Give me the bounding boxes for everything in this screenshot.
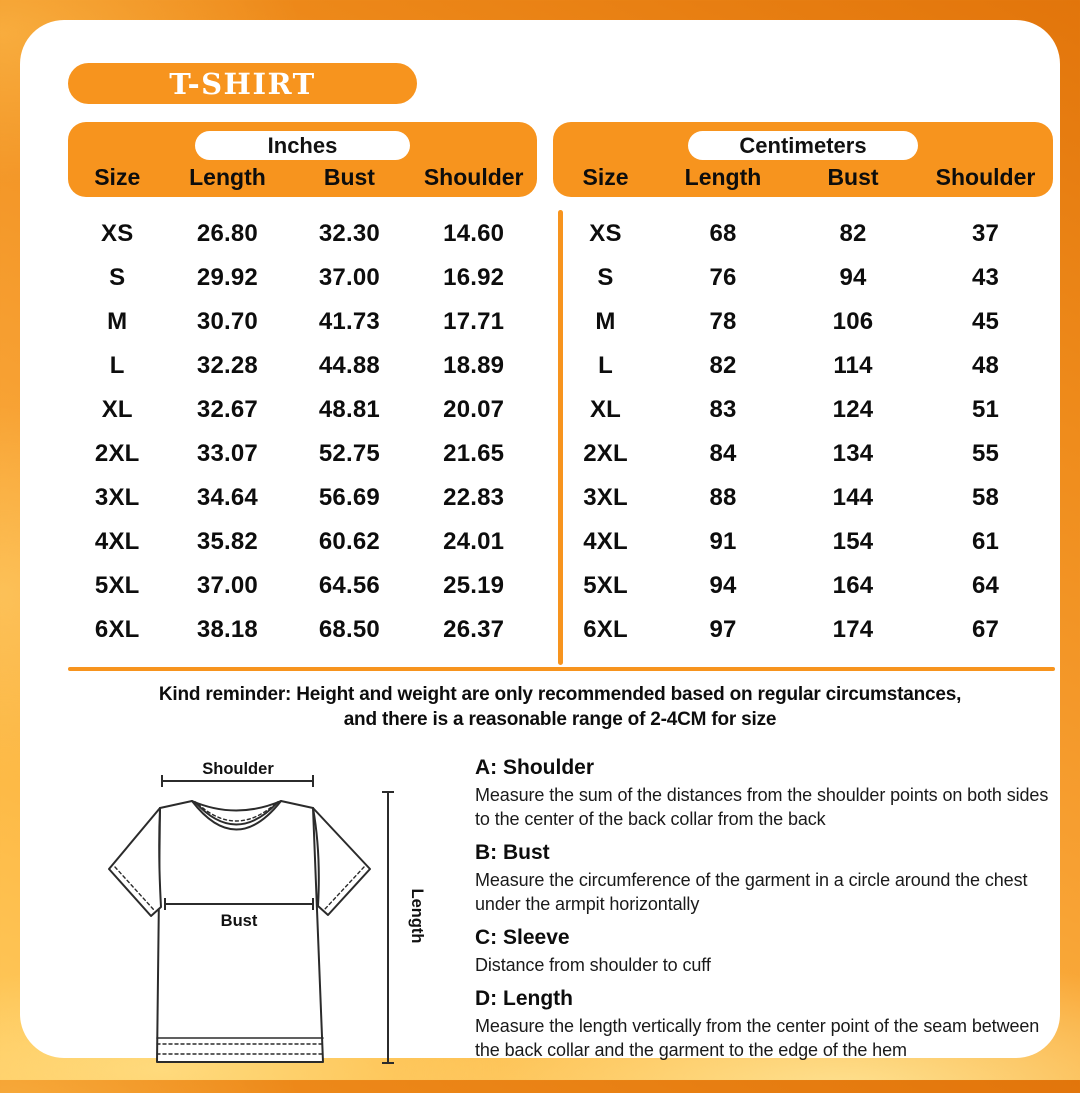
table-cell: 68.50 [318,616,380,643]
table-cell: 67 [971,616,1000,643]
centimeters-unit-label: Centimeters [739,132,867,158]
size-chart-card [20,20,1060,1058]
table-cell: 5XL [583,572,628,599]
table-cell: 76 [709,264,737,291]
table-cell: 64 [971,572,1000,599]
table-cell: 37.00 [196,572,258,599]
table-cell: 3XL [583,484,628,511]
title-pill [68,63,417,104]
column-header-shoulder: Shoulder [935,163,1036,190]
centimeters-unit-pill [688,131,918,160]
table-cell: 6XL [94,616,140,643]
table-cell: L [109,352,125,379]
table-row [68,608,537,652]
table-cell: 20.07 [443,396,505,423]
table-row [553,388,1053,432]
table-cell: 6XL [583,616,628,643]
horizontal-divider [68,667,1055,671]
length-measure-line [382,792,394,1063]
table-cell: 64.56 [318,572,380,599]
table-cell: 48 [971,352,1000,379]
table-cell: 34.64 [196,484,258,511]
bust-diagram-label: Bust [220,912,258,930]
reminder-line-1: Kind reminder: Height and weight are only recommended based on regular circumstances, [158,684,962,705]
tshirt-illustration [90,748,460,1088]
table-cell: 97 [709,616,737,643]
inches-column-headers [68,160,537,194]
table-cell: 26.80 [196,220,258,247]
column-header-length: Length [189,163,266,190]
table-row [553,564,1053,608]
table-cell: 83 [709,396,737,423]
guide-item-shoulder [475,756,1050,831]
table-cell: 88 [709,484,737,511]
column-header-size: Size [94,163,141,190]
column-header-bust: Bust [827,163,879,190]
guide-item-length [475,987,1050,1062]
tshirt-diagram [90,748,460,1093]
table-cell: 17.71 [443,308,505,335]
table-cell: 106 [832,308,874,335]
table-cell: 144 [832,484,874,511]
table-cell: 41.73 [318,308,380,335]
table-cell: 18.89 [443,352,505,379]
table-cell: 51 [971,396,1000,423]
table-cell: 124 [832,396,874,423]
table-cell: 43 [971,264,1000,291]
inches-unit-pill [195,131,411,160]
table-cell: S [109,264,126,291]
table-cell: 174 [832,616,874,643]
column-header-shoulder: Shoulder [423,163,524,190]
table-row [553,608,1053,652]
table-cell: 25.19 [443,572,505,599]
table-row [68,256,537,300]
table-cell: 32.28 [196,352,258,379]
table-row [553,300,1053,344]
table-cell: 5XL [94,572,140,599]
table-cell: XS [589,220,622,247]
table-cell: 134 [832,440,874,467]
table-cell: 48.81 [318,396,380,423]
inches-table-body [68,212,537,652]
table-cell: 37 [971,220,1000,247]
table-row [553,344,1053,388]
table-cell: 55 [971,440,1000,467]
table-row [68,432,537,476]
measurement-guide [475,756,1050,1062]
table-cell: 45 [971,308,1000,335]
table-cell: 3XL [94,484,140,511]
page-title: T-SHIRT [169,66,316,101]
inches-unit-label: Inches [267,132,338,158]
table-cell: L [598,352,613,379]
table-cell: 32.30 [318,220,380,247]
table-cell: 52.75 [318,440,380,467]
centimeters-column-headers [553,160,1053,194]
table-cell: 61 [971,528,1000,555]
length-diagram-label: Length [408,888,426,944]
guide-item-bust [475,841,1050,916]
guide-item-sleeve [475,926,1050,977]
table-cell: 2XL [583,440,628,467]
table-cell: 14.60 [443,220,505,247]
inches-table-header [68,122,537,197]
table-cell: 44.88 [318,352,380,379]
reminder-line-2: and there is a reasonable range of 2-4CM for size [343,709,777,730]
table-cell: S [597,264,614,291]
table-row [553,476,1053,520]
table-cell: 84 [709,440,737,467]
table-cell: 24.01 [443,528,505,555]
column-header-length: Length [684,163,762,190]
guide-heading: D: Length [475,987,573,1010]
guide-text: Distance from shoulder to cuff [475,955,711,975]
table-cell: 16.92 [443,264,505,291]
table-cell: 37.00 [318,264,380,291]
column-header-bust: Bust [323,163,375,190]
table-cell: 68 [709,220,737,247]
table-row [68,520,537,564]
table-cell: M [107,308,128,335]
table-cell: 164 [832,572,874,599]
table-row [68,212,537,256]
table-cell: 154 [832,528,874,555]
table-cell: 56.69 [318,484,380,511]
guide-heading: C: Sleeve [475,926,570,949]
table-cell: XS [101,220,134,247]
table-cell: 94 [839,264,867,291]
guide-heading: A: Shoulder [475,756,594,779]
centimeters-table [553,122,1053,652]
guide-text: Measure the sum of the distances from the shoulder points on both sides to the center of the back collar from the back [475,785,1049,829]
inches-table [68,122,537,652]
table-cell: 91 [709,528,737,555]
guide-text: Measure the circumference of the garment in a circle around the chest under the armpit horizontally [475,870,1028,914]
guide-text: Measure the length vertically from the center point of the seam between the back collar and the garment to the edge of the hem [475,1016,1040,1060]
centimeters-table-body [553,212,1053,652]
table-cell: 114 [833,352,873,379]
table-row [68,476,537,520]
table-row [68,388,537,432]
table-cell: XL [101,396,133,423]
table-cell: 30.70 [196,308,258,335]
table-cell: 82 [709,352,737,379]
table-cell: 38.18 [196,616,258,643]
shoulder-diagram-label: Shoulder [202,760,274,778]
table-cell: 2XL [94,440,140,467]
table-row [68,344,537,388]
table-cell: M [595,308,616,335]
table-cell: 60.62 [318,528,380,555]
table-row [68,564,537,608]
table-cell: 29.92 [196,264,258,291]
table-cell: 26.37 [443,616,505,643]
table-cell: 22.83 [443,484,505,511]
column-header-size: Size [582,163,629,190]
table-cell: XL [589,396,622,423]
table-cell: 82 [839,220,867,247]
guide-heading: B: Bust [475,841,550,864]
table-cell: 21.65 [443,440,505,467]
centimeters-table-header [553,122,1053,197]
table-cell: 4XL [94,528,140,555]
vertical-divider [558,210,563,665]
table-cell: 94 [709,572,737,599]
table-cell: 4XL [583,528,628,555]
table-cell: 32.67 [196,396,258,423]
table-row [68,300,537,344]
table-cell: 58 [971,484,1000,511]
table-row [553,256,1053,300]
table-cell: 33.07 [196,440,258,467]
table-cell: 35.82 [196,528,258,555]
table-row [553,432,1053,476]
kind-reminder-text [60,682,1060,732]
table-row [553,520,1053,564]
table-cell: 78 [709,308,737,335]
table-row [553,212,1053,256]
